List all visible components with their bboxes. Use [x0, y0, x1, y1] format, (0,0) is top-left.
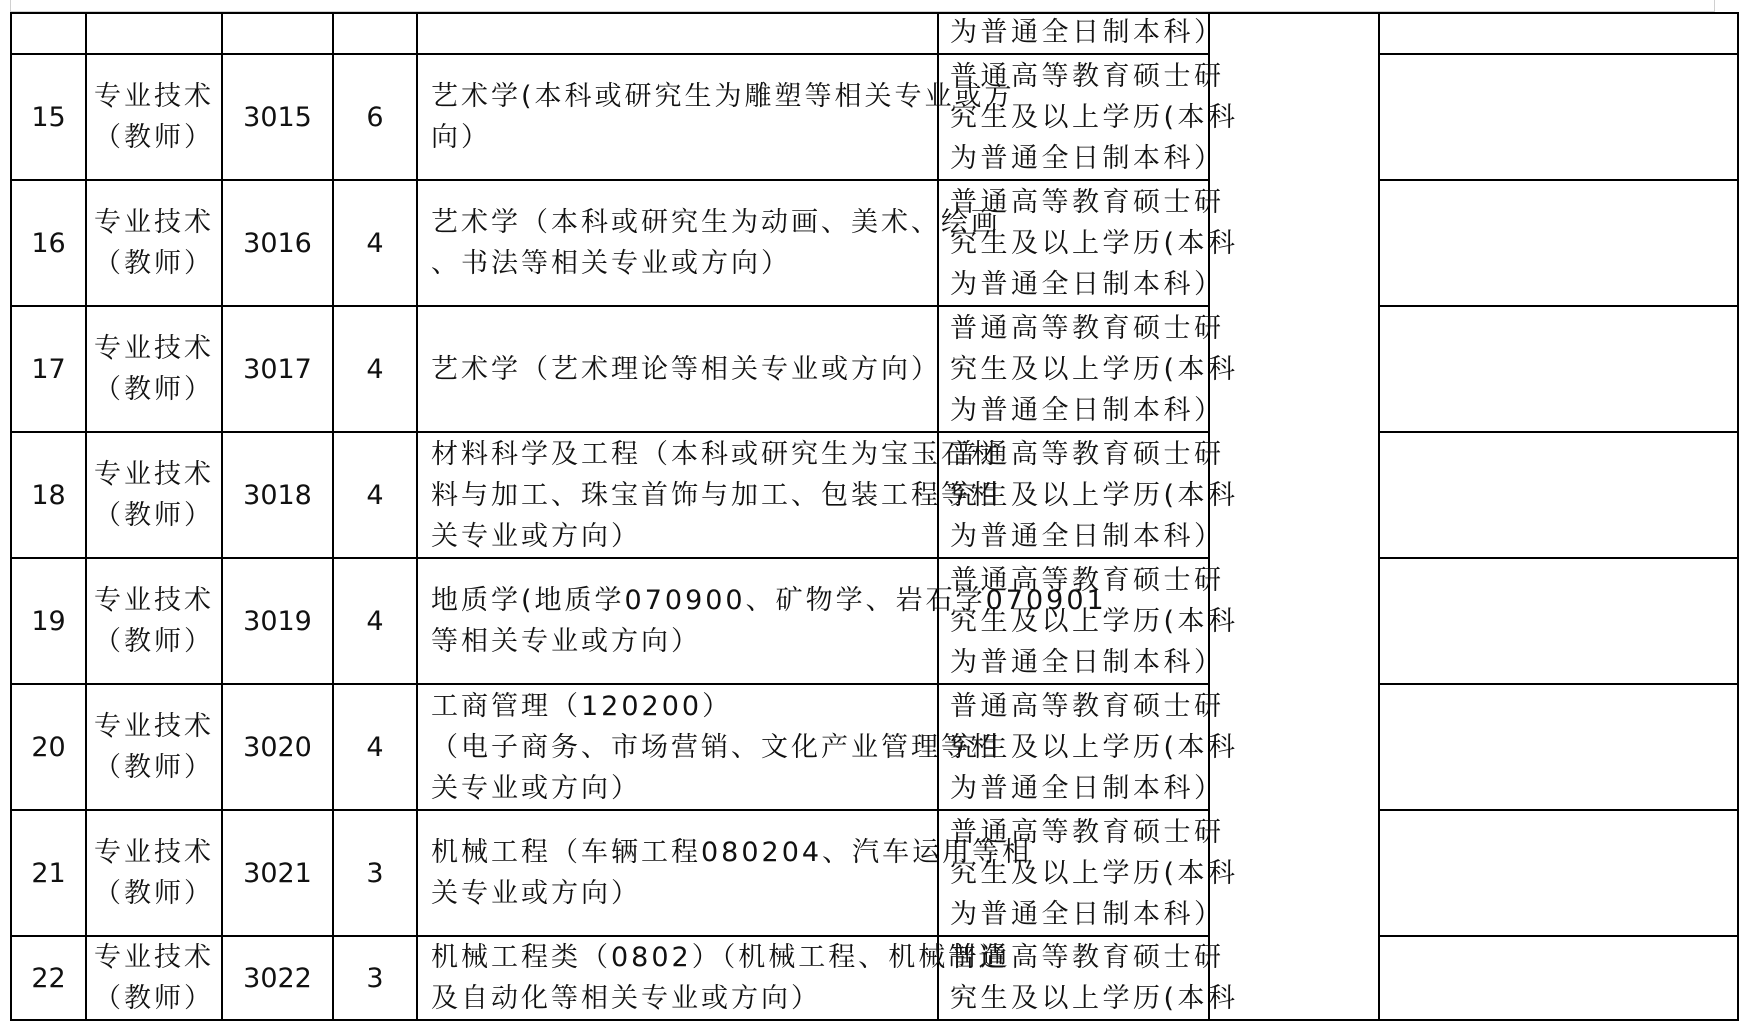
education-line: 究生及以上学历(本科	[950, 353, 1239, 385]
post-category-line: 专业技术	[94, 333, 214, 364]
major-line: 等相关专业或方向）	[431, 626, 701, 657]
table-row	[11, 180, 1738, 306]
table-row	[11, 936, 1738, 1020]
education-line: 普通高等教育硕士研	[950, 816, 1225, 848]
major-line: 关专业或方向）	[431, 520, 641, 552]
major-requirement	[417, 180, 1001, 306]
post-category-line: 专业技术	[94, 459, 214, 490]
major-line: 材料科学及工程（本科或研究生为宝玉石材	[431, 438, 1001, 470]
major-cell	[417, 13, 938, 54]
major-line: （电子商务、市场营销、文化产业管理等相	[431, 731, 1001, 763]
education-requirement	[938, 684, 1239, 810]
post-code: 3015	[222, 54, 333, 180]
post-category-line: （教师）	[94, 878, 214, 909]
table-row-partial	[11, 13, 1738, 54]
post-category	[86, 180, 222, 306]
major-line: 艺术学(本科或研究生为雕塑等相关专业或方	[431, 81, 1015, 112]
row-number: 20	[11, 684, 86, 810]
notes-cell	[1379, 180, 1738, 306]
post-code: 3019	[222, 558, 333, 684]
post-category-line: 专业技术	[94, 942, 214, 973]
education-line: 究生及以上学历(本科	[950, 983, 1239, 1014]
row-number: 18	[11, 432, 86, 558]
major-requirement	[417, 54, 1015, 180]
post-code: 3017	[222, 306, 333, 432]
education-line: 普通高等教育硕士研	[950, 942, 1225, 973]
education-line: 普通高等教育硕士研	[950, 312, 1225, 344]
education-requirement	[938, 306, 1239, 432]
post-code: 3016	[222, 180, 333, 306]
education-line: 究生及以上学历(本科	[950, 227, 1239, 259]
post-code: 3020	[222, 684, 333, 810]
education-cell	[938, 13, 1225, 54]
post-category-line: （教师）	[94, 500, 214, 531]
education-requirement	[938, 432, 1239, 558]
major-line: 地质学(地质学070900、矿物学、岩石学070901	[431, 585, 1107, 616]
education-requirement	[938, 180, 1239, 306]
row-number: 15	[11, 54, 86, 180]
education-line: 为普通全日制本科）	[950, 772, 1225, 804]
major-line: 工商管理（120200）	[431, 690, 733, 722]
row-number: 22	[11, 936, 86, 1020]
hire-count: 4	[333, 684, 417, 810]
post-category	[86, 558, 222, 684]
row-number: 16	[11, 180, 86, 306]
major-requirement	[417, 810, 1033, 936]
code-cell	[222, 13, 333, 54]
education-line: 为普通全日制本科）	[950, 898, 1225, 930]
notes-cell	[1379, 306, 1738, 432]
education-requirement	[938, 558, 1239, 684]
no-cell	[11, 13, 86, 54]
education-line: 究生及以上学历(本科	[950, 479, 1239, 511]
table-row	[11, 432, 1738, 558]
post-category	[86, 810, 222, 936]
post-category	[86, 432, 222, 558]
hire-count: 4	[333, 180, 417, 306]
education-requirement	[938, 936, 1239, 1020]
education-requirement	[938, 810, 1239, 936]
row-number: 19	[11, 558, 86, 684]
post-category	[86, 936, 222, 1020]
education-line: 为普通全日制本科）	[950, 268, 1225, 300]
recruitment-table	[10, 12, 1739, 1021]
post-category-line: （教师）	[94, 626, 214, 657]
major-line: 机械工程（车辆工程080204、汽车运用等相	[431, 837, 1033, 868]
count-cell	[333, 13, 417, 54]
major-line: 料与加工、珠宝首饰与加工、包装工程等相	[431, 479, 1001, 511]
row-number: 17	[11, 306, 86, 432]
post-category-line: （教师）	[94, 374, 214, 405]
notes-cell	[1379, 13, 1738, 54]
hire-count: 4	[333, 558, 417, 684]
education-requirement	[938, 54, 1239, 180]
education-line: 为普通全日制本科）	[950, 520, 1225, 552]
post-category	[86, 684, 222, 810]
education-line: 普通高等教育硕士研	[950, 186, 1225, 218]
notes-cell	[1379, 54, 1738, 180]
education-line: 普通高等教育硕士研	[950, 564, 1225, 596]
education-line: 究生及以上学历(本科	[950, 605, 1239, 637]
post-category-line: （教师）	[94, 248, 214, 279]
post-category-line: 专业技术	[94, 207, 214, 238]
education-line: 为普通全日制本科）	[950, 142, 1225, 174]
hire-count: 4	[333, 432, 417, 558]
education-line: 为普通全日制本科）	[950, 394, 1225, 426]
major-line: 关专业或方向）	[431, 772, 641, 804]
post-category-line: （教师）	[94, 752, 214, 783]
hire-count: 3	[333, 936, 417, 1020]
major-line: 向）	[431, 122, 491, 153]
education-line: 究生及以上学历(本科	[950, 731, 1239, 763]
notes-cell	[1379, 810, 1738, 936]
major-line: 、书法等相关专业或方向）	[431, 248, 791, 279]
post-category-line: 专业技术	[94, 585, 214, 616]
education-line: 普通高等教育硕士研	[950, 438, 1225, 470]
table-row	[11, 558, 1738, 684]
education-line: 为普通全日制本科）	[950, 17, 1225, 48]
major-line: 及自动化等相关专业或方向）	[431, 983, 821, 1014]
education-line: 究生及以上学历(本科	[950, 101, 1239, 133]
hire-count: 6	[333, 54, 417, 180]
table-row	[11, 54, 1738, 180]
post-code: 3018	[222, 432, 333, 558]
table-row	[11, 306, 1738, 432]
post-category-line: 专业技术	[94, 837, 214, 868]
post-code: 3022	[222, 936, 333, 1020]
education-line: 究生及以上学历(本科	[950, 857, 1239, 889]
row-number: 21	[11, 810, 86, 936]
table-row	[11, 684, 1738, 810]
major-line: 机械工程类（0802）（机械工程、机械制造	[431, 942, 1009, 973]
education-line: 为普通全日制本科）	[950, 646, 1225, 678]
post-category-line: 专业技术	[94, 81, 214, 112]
notes-cell	[1379, 936, 1738, 1020]
table-row	[11, 810, 1738, 936]
post-category	[86, 54, 222, 180]
major-line: 关专业或方向）	[431, 878, 641, 909]
major-requirement	[417, 684, 1001, 810]
notes-cell	[1379, 432, 1738, 558]
education-line: 普通高等教育硕士研	[950, 60, 1225, 92]
major-requirement	[417, 306, 941, 432]
major-line: 艺术学（艺术理论等相关专业或方向）	[431, 353, 941, 385]
education-line: 普通高等教育硕士研	[950, 690, 1225, 722]
post-category-line: 专业技术	[94, 711, 214, 742]
post-category	[86, 306, 222, 432]
major-requirement	[417, 936, 1009, 1020]
post-cell	[86, 13, 222, 54]
page-top-edge	[10, 0, 1715, 12]
notes-cell	[1379, 558, 1738, 684]
major-requirement	[417, 432, 1001, 558]
hire-count: 3	[333, 810, 417, 936]
post-code: 3021	[222, 810, 333, 936]
post-category-line: （教师）	[94, 122, 214, 153]
post-category-line: （教师）	[94, 983, 214, 1014]
major-line: 艺术学（本科或研究生为动画、美术、绘画	[431, 207, 1001, 238]
notes-cell	[1379, 684, 1738, 810]
hire-count: 4	[333, 306, 417, 432]
